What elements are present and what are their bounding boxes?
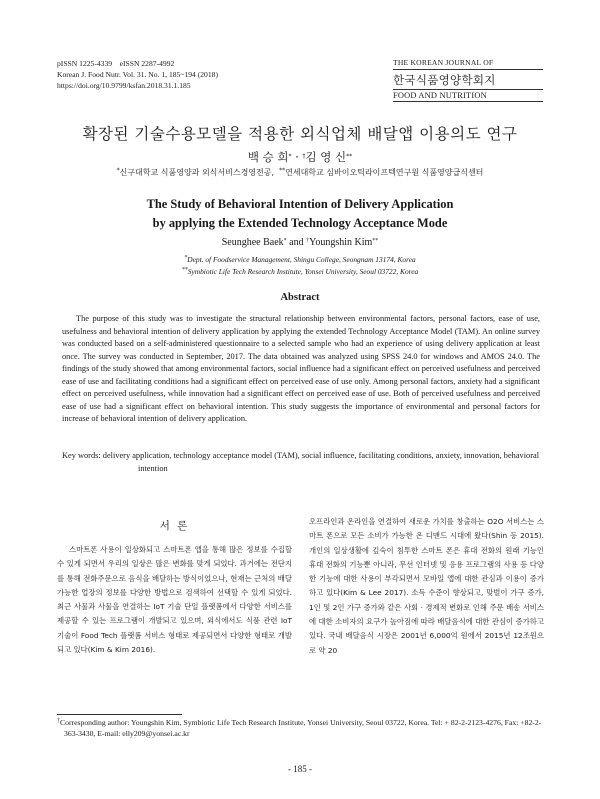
citation-line: Korean J. Food Nutr. Vol. 31. No. 1, 185~194 (2018) [57,70,218,79]
abstract-heading: Abstract [280,292,320,303]
korean-title: 확장된 기술수용모델을 적용한 외식업체 배달앱 이용의도 연구 [82,125,518,143]
affil-en-line-1 [0,254,600,266]
affil-en-mark-1: * [184,255,188,261]
affil-ko-mark-2: ** [279,167,286,174]
introduction-heading: 서 론 [159,520,190,532]
affil-en-line-2 [0,266,600,278]
footnote-mark: † [57,718,60,724]
issn-line: pISSN 1225-4339 eISSN 2287-4992 [57,59,175,68]
affil-en-1: Dept. of Foodservice Management, Shingu College, Seongnam 13174, Korea [187,255,416,264]
abstract-text: The purpose of this study was to investigate the structural relationship between environmental factors, personal factors, ease of use, usefulness and behavioral intention of delivery application by applying the extended Technology Acceptance Model (TAM). An online survey was conducted based on a self-administered questionnaire to a selected sample who had an experience of using delivery application at least once. The survey was conducted in September, 2017. The data obtained was analyzed using SPSS 24.0 for windows and AMOS 24.0. The findings of the study showed that among environmental factors, social influence had a significant effect on perceived usefulness and perceived ease of use and facilitating conditions had a significant effect on perceived ease of use only. Among personal factors, anxiety had a significant effect on perceived usefulness, while innovation had a significant effect on perceived ease of use. Both of perceived usefulness and perceived ease of use had a significant effect on behavioral intention. This study suggests the importance of environmental and personal factors for increase of behavioral intention of delivery application. [62,314,540,424]
corresponding-mark-ko: † [302,153,306,160]
corresponding-mark-en: † [306,238,310,244]
affil-ko-2: 연세대학교 심바이오틱라이프텍연구원 식품영양급식센터 [285,168,484,177]
korean-authors [0,149,600,165]
affil-en-mark-2: ** [181,266,188,273]
journal-logo-english: FOOD AND NUTRITION [393,89,543,102]
journal-logo [393,58,543,102]
english-authors [0,237,600,248]
footnote-divider [57,714,182,715]
keywords: Key words: delivery application, technology acceptance model (TAM), social influence, facilitating conditions, anxiety, innovation, behavioral intention [62,451,540,473]
english-affiliations [0,254,600,277]
affil-ko-1: 신구대학교 식품영양과 외식서비스경영전공, [119,168,280,177]
intro-left-column: 스마트폰 사용이 일상화되고 스마트폰 앱을 통해 많은 정보를 수집할 수 있게 되면서 우리의 일상은 많은 변화를 맞게 되었다. 과거에는 전단지를 통해 전화주문으로 음식을 배달하는 방식이었으나, 현재는 근처의 배달 가능한 업장의 정보를 다양한 방법으로 검색하여 선택할 수 있게 되었다. 최근 사물과 사물을 연결하는 IoT 기술 단일 플랫폼에서 다양한 서비스를 제공할 수 있는 프로그램이 개발되고 있으며, 외식에서도 식품 관련 IoT 기술이 Food Tech 플랫폼 서비스 형태로 제공되면서 다양한 형태로 개발되고 있다(Kim & Kim 2016). [57,545,292,655]
affil-ko-mark-1: * [116,167,120,174]
author-2-ko-mark: ** [346,153,353,160]
author-1-en-mark: * [283,238,287,244]
affil-en-2: Symbiotic Life Tech Research Institute, Yonsei University, Seoul 03722, Korea [187,266,419,276]
author-2-en-mark: ** [372,238,379,244]
english-title [0,195,600,233]
doi-link[interactable]: https://doi.org/10.9799/ksfan.2018.31.1.185 [57,81,191,90]
english-title-line-1: The Study of Behavioral Intention of Delivery Application [146,197,454,211]
author-1-ko-mark: * [288,153,292,160]
author-and: and [286,237,307,248]
author-separator: · [291,150,303,164]
corresponding-author-footnote [57,717,551,740]
journal-logo-top: THE KOREAN JOURNAL OF [393,58,543,70]
journal-citation [57,58,218,91]
author-2-ko: 김 영 신 [305,150,347,164]
author-2-en: Youngshin Kim [309,237,373,248]
page-number: - 185 - [288,764,312,774]
korean-affiliations [0,167,600,178]
journal-logo-korean: 한국식품영양학회지 [393,73,496,87]
intro-right-column: 오프라인과 온라인을 연결하여 새로운 가치를 창출하는 O2O 서비스는 스마트 폰으로 모든 소비가 가능한 온 디맨드 시대에 왔다(Shin 등 2015). 개인의 일상생활에 깊숙이 침투한 스마트 폰은 휴대 전화의 원래 기능인 휴대 전화의 기능뿐 아니라, 무선 인터넷 및 응용 프로그램의 사용 등 다양한 기능에 대한 사용이 부각되면서 모바일 앱에 대한 관심과 이용이 증가하고 있다(Kim & Lee 2017). 소득 수준이 향상되고, 맞벌이 가구 증가, 1인 및 2인 가구 증가와 같은 사회 · 경제적 변화로 인해 주문 배송 서비스에 대한 소비자의 요구가 높아짐에 따라 배달음식에 대한 관심이 증가하고 있다. 국내 배달음식 시장은 2001년 6,000억 원에서 2015년 12조원으로 약 20 [309,517,544,655]
english-title-line-2: by applying the Extended Technology Acceptance Mode [152,216,448,230]
author-1-ko: 백 승 희 [247,150,289,164]
author-1-en: Seunghee Baek [221,237,284,248]
footnote-text: Corresponding author: Youngshin Kim, Symbiotic Life Tech Research Institute, Yonsei University, Seoul 03722, Korea. Tel: + 82-2-2123-4276, Fax: +82-2-363-3430, E-mail: elly209@yonsei.ac.kr [60,718,542,739]
